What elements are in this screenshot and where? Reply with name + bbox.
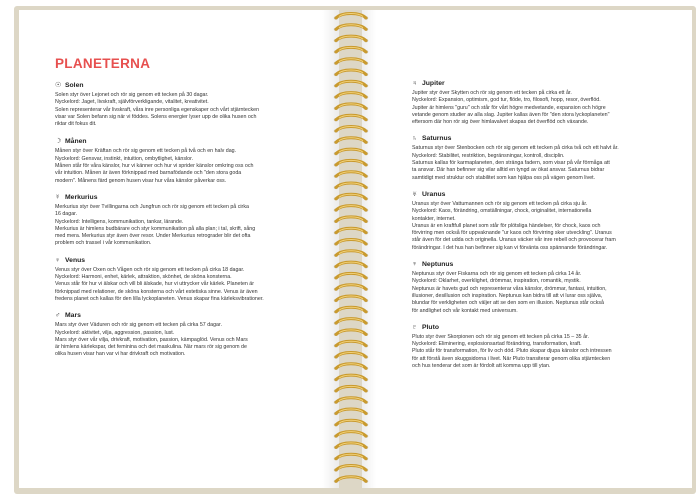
- spiral-coil: [334, 273, 368, 279]
- spiral-coil: [334, 341, 368, 347]
- planet-section-pluto: [412, 324, 674, 370]
- planet-heading: [412, 191, 674, 198]
- body-text-line: för att förstå även skuggsidorna i livet. När Pluto transiterar genom olika stjärntecken: [412, 355, 611, 362]
- body-text-line: modern". Månens färd genom husen visar hur våra känslor påverkar oss.: [55, 177, 227, 184]
- planet-heading: [55, 312, 325, 319]
- body-text-line: med mera. Merkurius styr även över resor. Under Merkurius retrograder blir det ofta: [55, 233, 251, 240]
- body-text-line: kontakter, internet.: [412, 215, 456, 222]
- body-text-line: Venus styr över Oxen och Vågen och rör sig genom ett tecken på cirka 18 dagar.: [55, 266, 245, 273]
- spiral-coil: [334, 70, 368, 76]
- planet-heading: [412, 324, 674, 331]
- spiral-coil: [334, 127, 368, 133]
- body-text-line: Pluto står för transformation, för liv och död. Pluto skapar djupa känslor och intressen: [412, 348, 612, 355]
- body-text-line: Nyckelord: Stabilitet, restriktion, begränsningar, kontroll, disciplin.: [412, 152, 565, 159]
- body-text-line: Neptunus styr över Fiskarna och rör sig genom ett tecken på cirka 14 år.: [412, 271, 582, 278]
- body-text-line: står även för det udda och originella. Uranus väcker vår inre rebell och provocerar fram: [412, 237, 616, 244]
- spiral-coil: [334, 262, 368, 268]
- body-text-line: Saturnus kallas för karmaplaneten, den stränga fadern, som visar på vår förmåga att: [412, 160, 610, 167]
- spiral-coil: [334, 228, 368, 234]
- body-text-line: Månen styr över Kräftan och rör sig genom ett tecken på två och en halv dag.: [55, 148, 237, 155]
- planet-name: Mars: [65, 312, 81, 320]
- planet-name: Neptunus: [422, 261, 454, 269]
- body-text-line: riktar dit fokus dit.: [55, 121, 97, 128]
- body-text-line: Nyckelord: aktivitet, vilja, aggression, passion, lust.: [55, 329, 175, 336]
- spiral-coil: [334, 319, 368, 325]
- planet-heading: [55, 137, 325, 145]
- planet-section-neptunus: [412, 261, 674, 315]
- body-text-line: Nyckelord: Intelligens, kommunikation, tankar, lärande.: [55, 218, 184, 225]
- page-title: PLANETERNA: [55, 56, 151, 71]
- spiral-coils: [330, 8, 372, 490]
- planet-section-venus: [55, 257, 325, 303]
- spiral-coil: [334, 353, 368, 359]
- body-text-line: Uranus styr över Vattumannen och rör sig genom ett tecken på cirka sju år.: [412, 200, 588, 207]
- spiral-coil: [334, 47, 368, 53]
- body-text-line: Nyckelord: Oklarhet, overklighet, drömmar, inspiration, romantik, mystik.: [412, 278, 581, 285]
- spiral-coil: [334, 104, 368, 110]
- body-text-line: Neptunus är havets gud och representerar våra känslor, drömmar, fantasi, intuition,: [412, 285, 607, 292]
- body-text-line: Nyckelord: Gensvar, instinkt, intuition, ombytlighet, känslor.: [55, 155, 194, 162]
- spiral-coil: [334, 386, 368, 392]
- body-text-line: Nyckelord: Eliminering, explosionsartad förändring, transformation, kraft.: [412, 341, 582, 348]
- body-text-line: för andlighet och vår kontakt med universum.: [412, 307, 518, 314]
- planet-symbol-icon: ♂: [55, 312, 61, 320]
- planet-symbol-icon: ♀: [55, 256, 61, 264]
- spiral-coil: [334, 240, 368, 246]
- planet-section-mars: [55, 312, 325, 358]
- body-text-line: problem och trassel i vår kommunikation.: [55, 240, 152, 247]
- spiral-coil: [334, 115, 368, 121]
- spiral-coil: [334, 443, 368, 449]
- planet-name: Saturnus: [422, 135, 452, 143]
- body-text-line: illusioner, desillusion och inspiration. Neptunus kan bidra till att vi lurar oss själva,: [412, 292, 603, 299]
- planet-name: Merkurius: [65, 193, 98, 201]
- body-text-line: Solen styr över Lejonet och rör sig genom ett tecken på 30 dagar.: [55, 92, 209, 98]
- spiral-coil: [334, 420, 368, 426]
- spiral-coil: [334, 172, 368, 178]
- spiral-coil: [334, 307, 368, 313]
- spiral-coil: [334, 206, 368, 212]
- planet-section-saturnus: [412, 135, 674, 181]
- right-page: [362, 10, 692, 488]
- planet-symbol-icon: ♆: [412, 261, 418, 269]
- planet-heading: [55, 257, 325, 264]
- body-text-line: fredens planet och kallas för den lilla lyckoplaneten. Venus skapar fina kärleksvibrationer.: [55, 295, 264, 302]
- planet-section-uranus: [412, 191, 674, 252]
- spiral-coil: [334, 36, 368, 42]
- body-text-line: samtidigt med struktur och stabilitet som kan hjälpa oss på vägen genom livet.: [412, 174, 596, 181]
- spiral-coil: [334, 149, 368, 155]
- spiral-coil: [334, 217, 368, 223]
- spiral-coil: [334, 466, 368, 472]
- body-text-line: och hus tenderar det som är fördolt att komma upp till ytan.: [412, 363, 551, 370]
- planet-symbol-icon: ☽: [55, 138, 62, 146]
- body-text-line: Solen representerar vår livskraft, våra inre personliga egenskaper och vårt stjärntecken: [55, 106, 260, 113]
- body-text-line: Merkurius är himlens budbärare och styr kommunikation på alla plan; i tal, skrift, sång: [55, 225, 256, 232]
- spiral-coil: [334, 194, 368, 200]
- body-text-line: Nyckelord: Kaos, förändring, omställningar, chock, originalitet, internationella: [412, 208, 592, 215]
- planet-heading: [412, 261, 674, 268]
- body-text-line: Mars styr över Väduren och rör sig genom ett tecken på cirka 57 dagar.: [55, 322, 222, 329]
- spiral-coil: [334, 251, 368, 257]
- body-text-line: Jupiter styr över Skytten och rör sig genom ett tecken på cirka ett år.: [412, 90, 572, 96]
- body-text-line: Jupiter är himlens "guru" och står för vårt högre medvetande, expansion och högre: [412, 104, 606, 111]
- right-sections: [412, 80, 674, 370]
- planet-symbol-icon: ♄: [412, 135, 418, 143]
- spiral-coil: [334, 364, 368, 370]
- planet-section-jupiter: [412, 80, 674, 126]
- spiral-coil: [334, 160, 368, 166]
- planet-section-merkurius: [55, 194, 325, 248]
- body-text-line: blundar för verkligheten och väljer att se den som en illusion. Neptunus står också: [412, 300, 604, 307]
- body-text-line: vetande genom studier av alla slag. Jupiter kallas även för "den stora lyckoplaneten": [412, 111, 610, 118]
- body-text-line: ta ansvar. Där han befinner sig vilar alltid en tyngd av ökat ansvar. Saturnus bidrar: [412, 167, 605, 174]
- body-text-line: Nyckelord: Harmoni, enhet, kärlek, attraktion, skönhet, de sköna konsterna.: [55, 274, 232, 281]
- body-text-line: Pluto styr över Skorpionen och rör sig genom ett tecken på cirka 15 – 35 år.: [412, 333, 589, 340]
- spiral-coil: [334, 375, 368, 381]
- left-page: [19, 10, 339, 488]
- spiral-coil: [334, 409, 368, 415]
- spiral-coil: [334, 81, 368, 87]
- body-text-line: förknippad med relationer, de sköna konsterna och vårt estetiska sinne. Venus är även: [55, 288, 258, 295]
- body-text-line: Mars styr över vår vilja, drivkraft, motivation, passion, kämpaglöd. Venus och Mars: [55, 336, 248, 343]
- spiral-binding: [330, 8, 372, 490]
- planet-heading: [412, 80, 674, 87]
- planet-name: Jupiter: [422, 80, 445, 87]
- planet-symbol-icon: ♇: [412, 323, 418, 331]
- planet-name: Pluto: [422, 323, 439, 331]
- planet-heading: [55, 81, 325, 89]
- body-text-line: Merkurius styr över Tvillingarna och Jungfrun och rör sig genom ett tecken på cirka: [55, 203, 249, 210]
- left-sections: [55, 81, 325, 359]
- body-text-line: förvirring men också för uppvaknande "ur kaos och förvirring sker utveckling". Uranus: [412, 230, 612, 237]
- body-text-line: vår intuition. Månen är även förknippad med barnafödande och "den stora goda: [55, 170, 242, 177]
- body-text-line: är himlens kärlekspar, det feminina och det maskulina. När mars rör sig genom de: [55, 344, 247, 351]
- spiral-coil: [334, 454, 368, 460]
- spiral-coil: [334, 296, 368, 302]
- body-text-line: visar var Solen befann sig när vi föddes. Solens energier lyser upp de olika husen och: [55, 113, 257, 120]
- spiral-coil: [334, 477, 368, 483]
- spiral-coil: [334, 14, 368, 20]
- planet-name: Solen: [65, 81, 84, 89]
- planet-name: Uranus: [422, 190, 446, 198]
- spiral-coil: [334, 183, 368, 189]
- planet-name: Venus: [65, 256, 86, 264]
- spiral-coil: [334, 285, 368, 291]
- spiral-coil: [334, 59, 368, 65]
- body-text-line: olika husen visar han var vi har drivkraft och motivation.: [55, 351, 186, 358]
- body-text-line: Nyckelord: Jaget, livskraft, självförverkligande, vitalitet, kreativitet.: [55, 99, 209, 106]
- spiral-coil: [334, 93, 368, 99]
- spiral-coil: [334, 432, 368, 438]
- body-text-line: Uranus är en kraftfull planet som står för plötsliga händelser, för chock, kaos och: [412, 222, 601, 229]
- planet-symbol-icon: ♅: [412, 190, 418, 198]
- body-text-line: Saturnus styr över Stenbocken och rör sig genom ett tecken på cirka två och ett halvt år.: [412, 145, 619, 152]
- spiral-coil: [334, 138, 368, 144]
- planet-name: Månen: [65, 137, 87, 145]
- spiral-coil: [334, 398, 368, 404]
- planet-symbol-icon: ☿: [55, 193, 61, 201]
- planet-section-solen: [55, 81, 325, 128]
- planet-symbol-icon: ☉: [55, 82, 62, 89]
- body-text-line: Venus står för hur vi älskar och vill bli älskade, hur vi uttrycker vår kärlek. Planeten är: [55, 281, 255, 288]
- body-text-line: 16 dagar.: [55, 211, 78, 218]
- spiral-coil: [334, 330, 368, 336]
- body-text-line: eftersom där hon rör sig över himlavalvet skapas det överflöd och växande.: [412, 119, 589, 126]
- body-text-line: Nyckelord: Expansion, optimism, god tur, flöde, tro, filosofi, hopp, resor, överflöd.: [412, 97, 601, 104]
- planet-heading: [55, 194, 325, 201]
- spiral-coil: [334, 25, 368, 31]
- planet-section-månen: [55, 137, 325, 184]
- body-text-line: Månen står för våra känslor, hur vi känner och hur vi sprider känslor omkring oss och: [55, 163, 254, 170]
- planet-heading: [412, 135, 674, 142]
- planet-symbol-icon: ♃: [412, 80, 418, 87]
- body-text-line: förändringar. I det hus han befinner sig kan vi förvänta oss spännande förändringar.: [412, 244, 608, 251]
